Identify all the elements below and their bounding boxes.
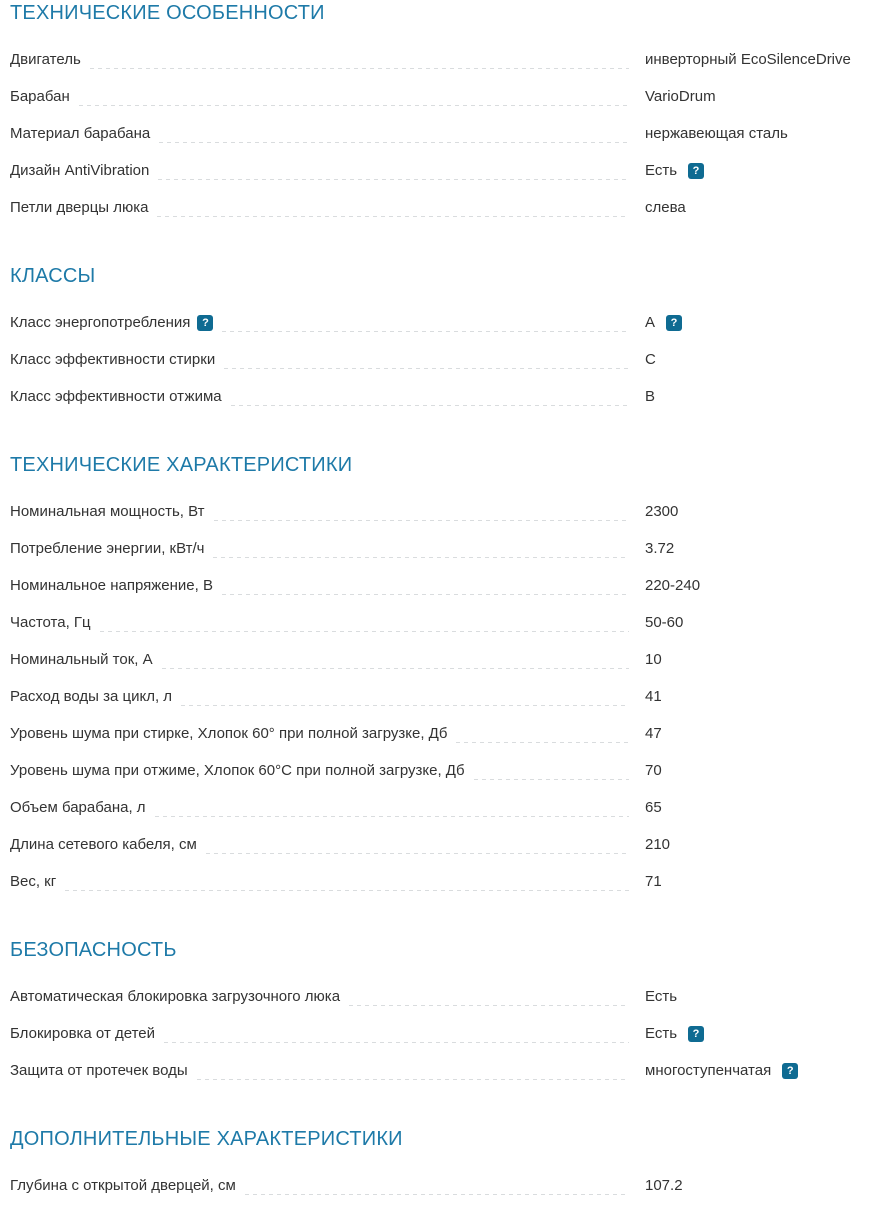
spec-value: Есть <box>645 1025 678 1042</box>
spec-section <box>10 939 865 1089</box>
spec-value-cell <box>645 540 865 557</box>
spec-value: слева <box>645 199 686 216</box>
spec-label: Уровень шума при отжиме, Хлопок 60°С при полной загрузке, Дб <box>10 762 465 779</box>
spec-label: Дизайн AntiVibration <box>10 162 150 179</box>
dotted-leader <box>214 520 630 521</box>
spec-label: Блокировка от детей <box>10 1025 156 1042</box>
spec-value-cell <box>645 199 865 216</box>
spec-label: Длина сетевого кабеля, см <box>10 836 197 853</box>
spec-row <box>10 341 865 378</box>
spec-value-cell <box>645 988 865 1005</box>
dotted-leader <box>162 668 629 669</box>
spec-value-cell <box>645 388 865 405</box>
section-rows <box>10 304 865 415</box>
spec-row <box>10 826 865 863</box>
value-help-icon[interactable]: ? <box>666 315 682 331</box>
spec-value: 71 <box>645 873 662 890</box>
spec-row <box>10 641 865 678</box>
spec-value: 47 <box>645 725 662 742</box>
spec-value-cell <box>645 162 865 179</box>
spec-value-cell <box>645 88 865 105</box>
value-help-icon[interactable]: ? <box>688 163 704 179</box>
spec-value: Есть <box>645 162 678 179</box>
spec-row <box>10 752 865 789</box>
spec-label: Автоматическая блокировка загрузочного люка <box>10 988 341 1005</box>
spec-value-cell <box>645 351 865 368</box>
spec-label: Объем барабана, л <box>10 799 146 816</box>
section-rows <box>10 493 865 900</box>
section-rows <box>10 41 865 226</box>
spec-value: 2300 <box>645 503 679 520</box>
spec-value-cell <box>645 762 865 779</box>
section-title: БЕЗОПАСНОСТЬ <box>10 939 177 961</box>
dotted-leader <box>231 405 629 406</box>
spec-label: Расход воды за цикл, л <box>10 688 173 705</box>
spec-row <box>10 789 865 826</box>
spec-value: 3.72 <box>645 540 675 557</box>
spec-row <box>10 530 865 567</box>
value-help-icon[interactable]: ? <box>782 1063 798 1079</box>
spec-row <box>10 1015 865 1052</box>
spec-value-cell <box>645 503 865 520</box>
dotted-leader <box>213 557 629 558</box>
spec-label: Петли дверцы люка <box>10 199 149 216</box>
spec-value: многоступенчатая <box>645 1062 772 1079</box>
spec-value-cell <box>645 725 865 742</box>
spec-value-cell <box>645 314 865 331</box>
spec-value-cell <box>645 125 865 142</box>
spec-value-cell <box>645 873 865 890</box>
spec-row <box>10 378 865 415</box>
spec-row <box>10 41 865 78</box>
dotted-leader <box>197 1079 629 1080</box>
spec-section <box>10 2 865 226</box>
spec-value-cell <box>645 577 865 594</box>
spec-value: 50-60 <box>645 614 684 631</box>
spec-value-cell <box>645 614 865 631</box>
section-rows <box>10 978 865 1089</box>
spec-value: A <box>645 314 656 331</box>
dotted-leader <box>456 742 629 743</box>
dotted-leader <box>222 594 629 595</box>
spec-value: 107.2 <box>645 1177 683 1194</box>
dotted-leader <box>159 142 629 143</box>
spec-label: Вес, кг <box>10 873 57 890</box>
dotted-leader <box>164 1042 629 1043</box>
spec-value-cell <box>645 1062 865 1079</box>
dotted-leader <box>155 816 629 817</box>
spec-value: инверторный EcoSilenceDrive <box>645 51 851 68</box>
spec-row <box>10 678 865 715</box>
spec-label: Глубина с открытой дверцей, см <box>10 1177 236 1194</box>
spec-row <box>10 78 865 115</box>
spec-value-cell <box>645 688 865 705</box>
spec-value: 70 <box>645 762 662 779</box>
spec-value: VarioDrum <box>645 88 716 105</box>
dotted-leader <box>349 1005 629 1006</box>
dotted-leader <box>222 331 629 332</box>
spec-value-cell <box>645 51 865 68</box>
spec-section <box>10 454 865 900</box>
spec-label: Уровень шума при стирке, Хлопок 60° при полной загрузке, Дб <box>10 725 448 742</box>
spec-row <box>10 567 865 604</box>
spec-row <box>10 978 865 1015</box>
spec-value: Есть <box>645 988 678 1005</box>
dotted-leader <box>65 890 629 891</box>
dotted-leader <box>474 779 629 780</box>
spec-section <box>10 1128 865 1204</box>
dotted-leader <box>79 105 629 106</box>
spec-value: нержавеющая сталь <box>645 125 788 142</box>
spec-value: 210 <box>645 836 671 853</box>
spec-label: Материал барабана <box>10 125 151 142</box>
spec-value: C <box>645 351 656 368</box>
spec-label: Номинальный ток, А <box>10 651 153 668</box>
label-help-icon[interactable]: ? <box>197 315 213 331</box>
spec-row <box>10 493 865 530</box>
spec-value: B <box>645 388 656 405</box>
dotted-leader <box>100 631 629 632</box>
spec-label: Потребление энергии, кВт/ч <box>10 540 205 557</box>
section-title: ДОПОЛНИТЕЛЬНЫЕ ХАРАКТЕРИСТИКИ <box>10 1128 403 1150</box>
value-help-icon[interactable]: ? <box>688 1026 704 1042</box>
spec-label: Частота, Гц <box>10 614 91 631</box>
spec-row <box>10 715 865 752</box>
spec-label: Барабан <box>10 88 70 105</box>
section-title: ТЕХНИЧЕСКИЕ ХАРАКТЕРИСТИКИ <box>10 454 353 476</box>
spec-value-cell <box>645 1025 865 1042</box>
spec-value: 220-240 <box>645 577 701 594</box>
spec-label: Класс энергопотребления <box>10 314 191 331</box>
spec-row <box>10 115 865 152</box>
dotted-leader <box>245 1194 629 1195</box>
section-rows <box>10 1167 865 1204</box>
section-title: ТЕХНИЧЕСКИЕ ОСОБЕННОСТИ <box>10 2 325 24</box>
dotted-leader <box>181 705 629 706</box>
spec-value: 65 <box>645 799 662 816</box>
spec-row <box>10 1167 865 1204</box>
dotted-leader <box>90 68 629 69</box>
spec-label: Защита от протечек воды <box>10 1062 188 1079</box>
spec-value: 10 <box>645 651 662 668</box>
dotted-leader <box>206 853 629 854</box>
spec-value-cell <box>645 1177 865 1194</box>
dotted-leader <box>158 179 629 180</box>
spec-value: 41 <box>645 688 662 705</box>
dotted-leader <box>157 216 629 217</box>
spec-row <box>10 152 865 189</box>
spec-value-cell <box>645 651 865 668</box>
spec-value-cell <box>645 799 865 816</box>
section-title: КЛАССЫ <box>10 265 96 287</box>
spec-value-cell <box>645 836 865 853</box>
spec-label: Двигатель <box>10 51 81 68</box>
spec-label: Номинальная мощность, Вт <box>10 503 205 520</box>
spec-row <box>10 604 865 641</box>
spec-label: Класс эффективности отжима <box>10 388 222 405</box>
spec-label: Класс эффективности стирки <box>10 351 216 368</box>
spec-row <box>10 863 865 900</box>
spec-row <box>10 304 865 341</box>
spec-row <box>10 1052 865 1089</box>
spec-row <box>10 189 865 226</box>
dotted-leader <box>224 368 629 369</box>
spec-label: Номинальное напряжение, В <box>10 577 213 594</box>
spec-section <box>10 265 865 415</box>
